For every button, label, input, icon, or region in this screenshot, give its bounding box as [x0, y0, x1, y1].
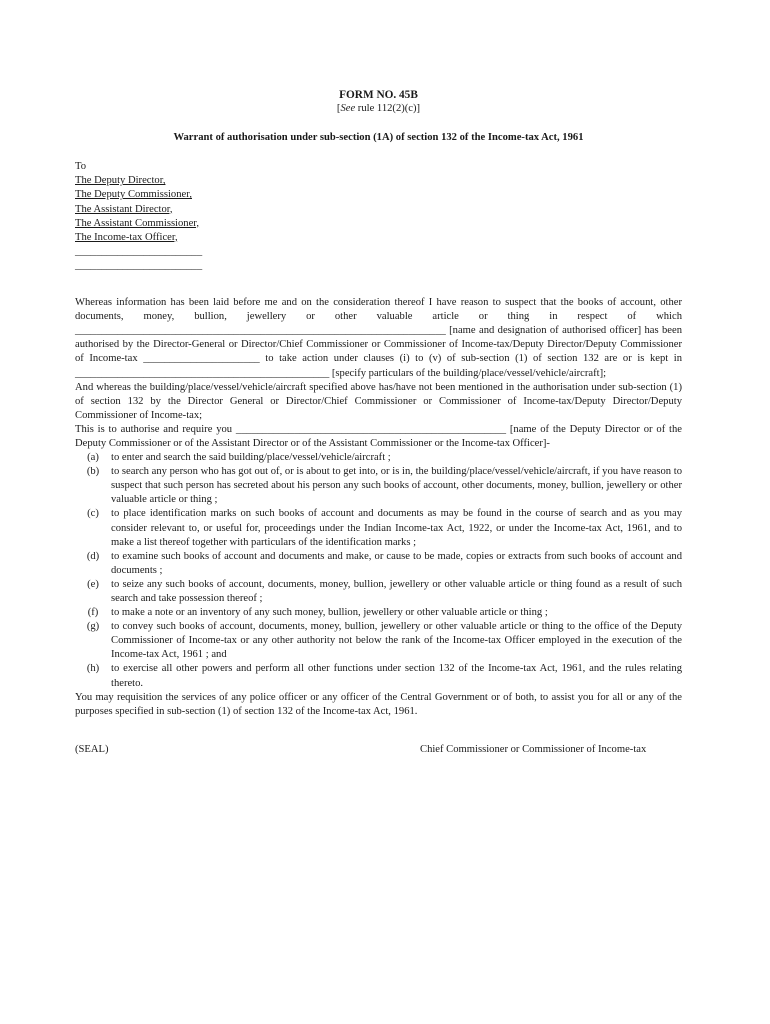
addressee-line: The Assistant Director,: [75, 203, 173, 215]
list-item: [75, 606, 682, 620]
rule-prefix: [: [336, 103, 341, 115]
item-text: to make a note or an inventory of any such money, bullion, jewellery or other valuable article or thing ;: [111, 607, 548, 619]
list-item: [75, 465, 682, 507]
signing-authority: Chief Commissioner or Commissioner of Income-tax: [420, 743, 647, 755]
addressee-line: The Deputy Commissioner,: [75, 189, 192, 201]
item-text: to search any person who has got out of, or is about to get into, or is in, the building/place/vessel/vehicle/aircraft, if you have reason to suspect that such person has secreted about his person any such books of account, other documents, money, bullion, jewellery or other valuable article or thing ;: [111, 466, 682, 506]
item-text: to enter and search the said building/place/vessel/vehicle/aircraft ;: [111, 452, 391, 464]
item-label: (c): [87, 508, 99, 520]
addressee-to: To: [75, 161, 87, 173]
addressee-line: The Deputy Director,: [75, 175, 166, 187]
item-text: to seize any such books of account, documents, money, bullion, jewellery or other valuable article or thing found as a result of such search and take possession thereof ;: [111, 578, 682, 604]
list-item: [75, 507, 682, 549]
item-text: to place identification marks on such books of account and documents as may be found in the course of search and as you may consider relevant to, or useful for, proceedings under the Indian Income-tax Act, 1922, or under the Income-tax Act, 1961, and to make a list thereof together with particulars of the identification marks ;: [111, 508, 682, 548]
rule-rest: rule 112(2)(c)]: [355, 103, 421, 115]
list-item: [75, 620, 682, 662]
item-text: to exercise all other powers and perform all other functions under section 132 of the Income-tax Act, 1961, and the rules relating thereto.: [111, 663, 682, 689]
list-item: [75, 451, 682, 465]
item-text: to examine such books of account and documents and make, or cause to be made, copies or extracts from such books of account and documents ;: [111, 550, 682, 576]
item-label: (b): [86, 466, 100, 478]
signature-row: [75, 743, 682, 757]
addressee-blank: ________________________: [75, 259, 203, 271]
form-number: FORM NO. 45B: [339, 89, 418, 101]
addressee-line: The Assistant Commissioner,: [75, 217, 200, 229]
rule-reference: [75, 102, 682, 116]
item-label: (g): [86, 621, 100, 633]
authorise-paragraph: This is to authorise and require you ___________________________________________________ [name of the Deputy Director or of the Deputy Commissioner or of the Assistant Director or of the Assistant Commissioner or the Income-tax Officer]-: [75, 423, 682, 449]
warrant-body: [75, 296, 682, 719]
whereas-paragraph: Whereas information has been laid before me and on the consideration thereof I have reason to suspect that the books of account, other documents, money, bullion, jewellery or other valuable article or thing in respect of which ______________________________________________________________________ [name and designation of authorised officer] has been authorised by the Director-General or Director/Chief Commissioner or Commissioner of Income-tax/Deputy Director/Deputy Commissioner of Income-tax ______________________ to take action under clauses (i) to (v) of sub-section (1) of section 132 are or is kept in ________________________________________________ [specify particulars of the building/place/vessel/vehicle/aircraft];: [75, 297, 682, 379]
list-item: [75, 662, 682, 690]
closing-paragraph: You may requisition the services of any police officer or any officer of the Central Government or of both, to assist you for all or any of the purposes specified in sub-section (1) of section 132 of the Income-tax Act, 1961.: [75, 691, 682, 717]
seal-label: (SEAL): [75, 743, 109, 755]
header: [75, 88, 682, 145]
item-label: (h): [86, 663, 100, 675]
item-label: (d): [86, 550, 100, 562]
form-title: Warrant of authorisation under sub-section (1A) of section 132 of the Income-tax Act, 1961: [173, 132, 584, 144]
document-page: [75, 88, 682, 757]
addressee-block: [75, 160, 682, 273]
item-label: (f): [87, 607, 99, 619]
addressee-blank: ________________________: [75, 245, 203, 257]
powers-list: [75, 451, 682, 691]
item-label: (e): [87, 578, 99, 590]
item-text: to convey such books of account, documents, money, bullion, jewellery or other valuable article or thing to the office of the Deputy Commissioner of Income-tax or any other authority not below the rank of the Income-tax Officer employed in the execution of the Income-tax Act, 1961 ; and: [111, 621, 682, 661]
list-item: [75, 578, 682, 606]
addressee-line: The Income-tax Officer,: [75, 231, 178, 243]
rule-see: See: [340, 103, 356, 115]
item-label: (a): [87, 452, 99, 464]
and-whereas-paragraph: And whereas the building/place/vessel/vehicle/aircraft specified above has/have not been mentioned in the authorisation under sub-section (1) of section 132 by the Director General or Director/Chief Commissioner or Commissioner of Income-tax/Deputy Director/Deputy Commissioner of Income-tax;: [75, 381, 682, 421]
list-item: [75, 550, 682, 578]
